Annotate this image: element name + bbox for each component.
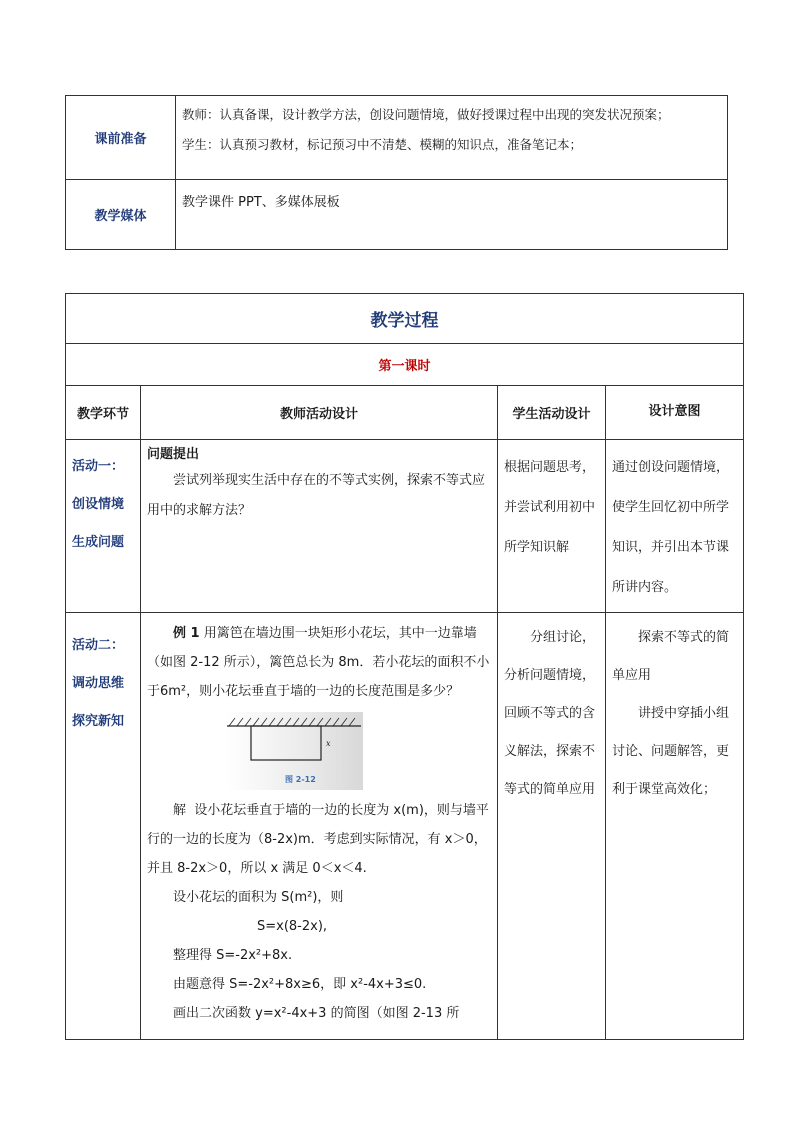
process-table — [65, 293, 744, 1040]
header-intent: 设计意图 — [606, 386, 744, 440]
header-row — [66, 386, 744, 440]
preparation-table — [65, 95, 728, 250]
problem-text: 尝试列举现实生活中存在的不等式实例，探索不等式应用中的求解方法？ — [147, 473, 486, 518]
activity-2-teacher — [141, 613, 498, 1040]
media-content: 教学课件 PPT、多媒体展板 — [176, 180, 728, 250]
student-prep-line: 学生：认真预习教材，标记预习中不清楚、模糊的知识点，准备笔记本； — [182, 137, 583, 152]
activity-2-label — [66, 613, 141, 1040]
activity-2-label-line: 活动二： — [72, 638, 125, 653]
activity-1-intent: 通过创设问题情境，使学生回忆初中所学知识，并引出本节课所讲内容。 — [606, 440, 744, 613]
intent-paragraph-1: 探索不等式的简单应用 — [612, 630, 730, 683]
example-1 — [147, 619, 491, 706]
problem-heading: 问题提出 — [147, 447, 200, 462]
solution-line-1 — [147, 796, 491, 883]
fence-diagram — [225, 712, 363, 790]
example-text: 用篱笆在墙边围一块矩形小花坛，其中一边靠墙（如图 2-12 所示），篱笆总长为 8m．若小花坛的面积不小于6m²，则小花坛垂直于墙的一边的长度范围是多少？ — [147, 626, 490, 699]
process-title: 教学过程 — [66, 294, 744, 344]
activity-2-row — [66, 613, 744, 1040]
figure-2-12 — [225, 712, 363, 790]
activity-2-label-line: 调动思维 — [72, 676, 125, 691]
prep-content — [176, 96, 728, 180]
solution-line: 画出二次函数 y=x²-4x+3 的简图（如图 2-13 所 — [173, 1006, 460, 1021]
activity-2-label-line: 探究新知 — [72, 714, 125, 729]
media-label: 教学媒体 — [66, 180, 176, 250]
lesson-subtitle: 第一课时 — [66, 344, 744, 386]
activity-1-label — [66, 440, 141, 613]
header-stage: 教学环节 — [66, 386, 141, 440]
solution-line: 整理得 S=-2x²+8x. — [173, 948, 293, 963]
figure-x-label: x — [326, 739, 331, 748]
header-student: 学生活动设计 — [498, 386, 606, 440]
activity-1-label-line: 创设情境 — [72, 497, 125, 512]
media-row — [66, 180, 728, 250]
teacher-prep-line: 教师：认真备课，设计教学方法，创设问题情境，做好授课过程中出现的突发状况预案； — [182, 107, 670, 122]
activity-1-label-line: 生成问题 — [72, 535, 125, 550]
activity-1-label-line: 活动一： — [72, 459, 125, 474]
activity-1-row — [66, 440, 744, 613]
figure-caption: 图 2-12 — [285, 775, 316, 784]
intent-paragraph-2: 讲授中穿插小组讨论、问题解答，更利于课堂高效化； — [612, 706, 730, 797]
solution-text: 设小花坛垂直于墙的一边的长度为 x(m)，则与墙平行的一边的长度为（8-2x)m．考虑到实际情况，有 x＞0，并且 8-2x＞0，所以 x 满足 0＜x＜4. — [147, 803, 489, 876]
solution-line: 设小花坛的面积为 S(m²)，则 — [173, 890, 344, 905]
header-teacher: 教师活动设计 — [141, 386, 498, 440]
activity-2-student: 分组讨论，分析问题情境，回顾不等式的含义解法，探索不等式的简单应用 — [498, 613, 606, 1040]
activity-2-intent — [606, 613, 744, 1040]
prep-label: 课前准备 — [66, 96, 176, 180]
prep-row — [66, 96, 728, 180]
example-label: 例 1 — [173, 626, 200, 641]
solution-line: S=x(8-2x), — [257, 919, 328, 934]
solution-label: 解 — [173, 803, 187, 818]
solution-line: 由题意得 S=-2x²+8x≥6，即 x²-4x+3≤0. — [173, 977, 427, 992]
activity-1-student: 根据问题思考，并尝试利用初中所学知识解 — [498, 440, 606, 613]
activity-1-teacher — [141, 440, 498, 613]
